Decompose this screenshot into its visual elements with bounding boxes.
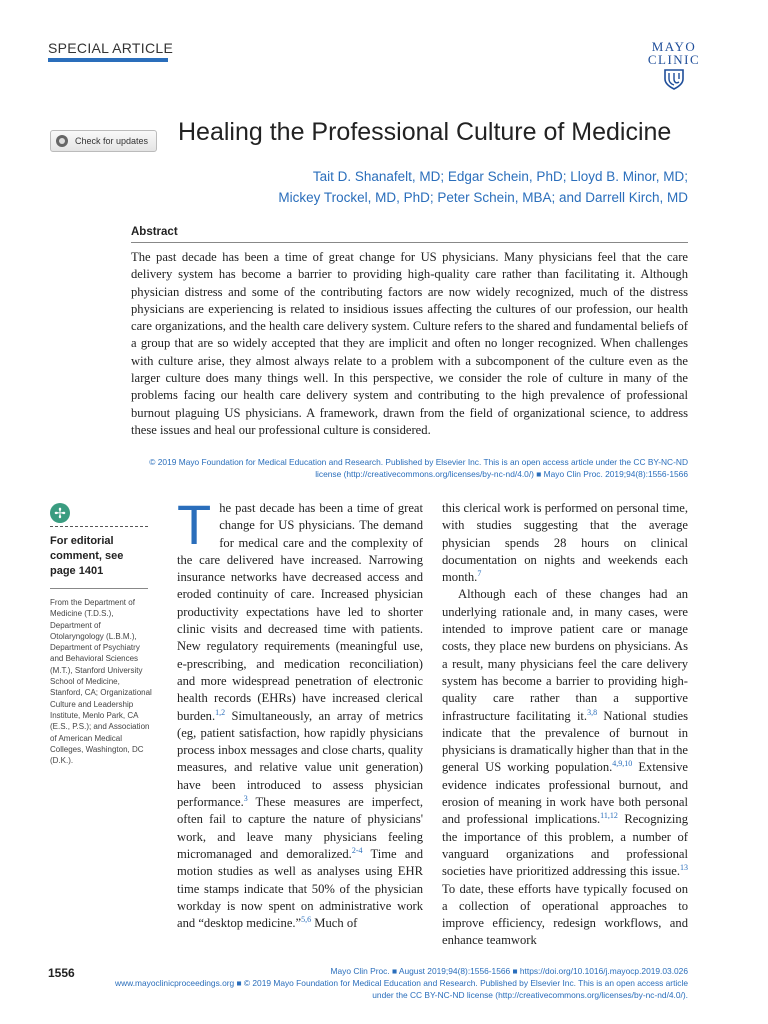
section-rule: [48, 58, 168, 62]
body-text: Much of: [311, 916, 358, 931]
body-text: Recognizing the importance of this problem, a number of vanguard organizations and professional societies have prioritized addressing this issue.: [442, 812, 688, 879]
body-text: Time and motion studies as well as analyses using EHR time stamps indicate that 50% of the physician workday is now spent on administrative work and “desktop medicine.”: [177, 846, 424, 931]
footer-citation[interactable]: Mayo Clin Proc. ■ August 2019;94(8):1556-1566 ■ https://doi.org/10.1016/j.mayocp.2019.03.026: [330, 966, 688, 976]
citation-link[interactable]: 11,12: [600, 811, 618, 821]
authors-line2[interactable]: Mickey Trockel, MD, PhD; Peter Schein, MBA; and Darrell Kirch, MD: [278, 190, 688, 205]
citation-link[interactable]: 3,8: [587, 707, 598, 717]
authors-line1[interactable]: Tait D. Shanafelt, MD; Edgar Schein, PhD; Lloyd B. Minor, MD;: [312, 169, 688, 184]
page-number: 1556: [48, 966, 75, 980]
body-text: this clerical work is performed on personal time, with studies suggesting that the average physician spends 28 hours on clinical documentation on nights and weekends each month.: [442, 501, 688, 585]
sidebar-dashed-rule: [50, 526, 148, 527]
check-updates-icon: [55, 134, 69, 148]
body-column-2: [442, 500, 688, 950]
sidebar-rule: [50, 588, 148, 589]
editorial-comment-icon-glyph: ✢: [54, 505, 66, 521]
body-text: To date, these efforts have typically focused on a collection of operational approaches to improve efficiency, redesign workflows, and enhance teamwork: [442, 881, 688, 948]
body-text: Although each of these changes had an underlying rationale and, in many cases, were intended to improve patient care or manage costs, they place new burdens on physicians. As a result, many physicians feel the care delivery system has become a barrier to providing high-quality care rather than a supportive infrastructure facilitating it.: [442, 587, 688, 723]
check-for-updates-label: Check for updates: [75, 136, 149, 146]
editorial-comment-note[interactable]: For editorial comment, see page 1401: [50, 535, 124, 577]
footer-website[interactable]: www.mayoclinicproceedings.org ■ © 2019 Mayo Foundation for Medical Education and Research. Published by Elsevier Inc. This is an open access article: [115, 978, 688, 988]
citation-link[interactable]: 2-4: [351, 845, 363, 855]
mayo-shield-icon: [663, 68, 685, 90]
logo-line2: CLINIC: [647, 52, 701, 67]
body-column-1: [177, 493, 424, 932]
logo-line1: MAYO: [651, 39, 697, 54]
citation-link[interactable]: 3: [243, 793, 248, 803]
body-text: Simultaneously, an array of metrics (eg, patient satisfaction, how rapidly physicians process inbox messages and close charts, quality measures, and relative value unit generation) have been introduced to assess physician performance.: [177, 708, 423, 810]
drop-cap: T: [177, 493, 212, 556]
body-text: National studies indicate that the prevalence of burnout in physicians is dramatically higher than that in the general US working population.: [442, 708, 688, 775]
abstract-heading: Abstract: [131, 226, 178, 238]
copyright-line1: © 2019 Mayo Foundation for Medical Education and Research. Published by Elsevier Inc. This is an open access article under the CC BY-NC-ND: [149, 457, 688, 467]
copyright-notice[interactable]: [131, 456, 688, 480]
citation-link[interactable]: 1,2: [215, 707, 226, 717]
footer-license[interactable]: under the CC BY-NC-ND license (http://creativecommons.org/licenses/by-nc-nd/4.0/).: [372, 990, 688, 1000]
body-text: he past decade has been a time of great change for US physicians. The demand for medical care and the complexity of the care delivered have increased. Narrowing insurance networks have decreased access and eroded continuity of care. Increased physician productivity expectations have led to shorter clinic visits and decreased time with patients. New regulatory requirements (meaningful use, e-prescribing, and medication reconciliation) and more widespread penetration of electronic health records (EHRs) have increased clerical burden.: [177, 501, 423, 723]
abstract-text: The past decade has been a time of great change for US physicians. Many physicians feel that the care delivery system has become a barrier to providing high-quality care rather than facilitating it. Although physician distress and some of the contributing factors are now widely recognized, much of the distress physicians are experiencing is related to insidious issues affecting the cultures of our profession, our health care organizations, and the health care delivery system. Culture refers to the shared and fundamental beliefs of a group that are so widely accepted that they are implicit and often no longer recognized. When challenges with culture arise, they almost always relate to a problem with a subcomponent of the culture even as the larger culture does many things well. In this perspective, we consider the role of culture in many of the problems facing our health care delivery system and contributing to the high prevalence of professional burnout plaguing US physicians. A framework, drawn from the field of organizational science, to address these issues and heal our professional culture is considered.: [131, 250, 688, 437]
citation-link[interactable]: 7: [477, 569, 482, 578]
check-for-updates-button[interactable]: [50, 130, 157, 152]
section-label: SPECIAL ARTICLE: [48, 40, 174, 56]
article-title: Healing the Professional Culture of Medicine: [178, 118, 672, 146]
body-text: Extensive evidence indicates professional burnout, and erosion of meaning in work have both personal and professional implications.: [442, 760, 689, 827]
citation-link[interactable]: 4,9,10: [612, 759, 633, 769]
citation-link[interactable]: 13: [680, 863, 688, 873]
body-text: These measures are imperfect, often fail to capture the nature of physicians' work, and leave many physicians feeling micromanaged and demoralized.: [177, 795, 423, 861]
copyright-line2: license (http://creativecommons.org/licenses/by-nc-nd/4.0/) ■ Mayo Clin Proc. 2019;94(8):1556-1566: [315, 469, 688, 479]
citation-link[interactable]: 5,6: [301, 914, 312, 924]
abstract-rule: [131, 242, 688, 243]
mayo-clinic-logo[interactable]: [634, 40, 714, 90]
author-affiliations: From the Department of Medicine (T.D.S.), Department of Otolaryngology (L.B.M.), Department of Psychiatry and Behavioral Sciences (M.T.), Stanford University School of Medicine, Stanford, CA; Organizational Culture and Leadership Institute, Menlo Park, CA (E.S., P.S.); and Association of American Medical Colleges, Washington, DC (D.K.).: [50, 598, 152, 766]
